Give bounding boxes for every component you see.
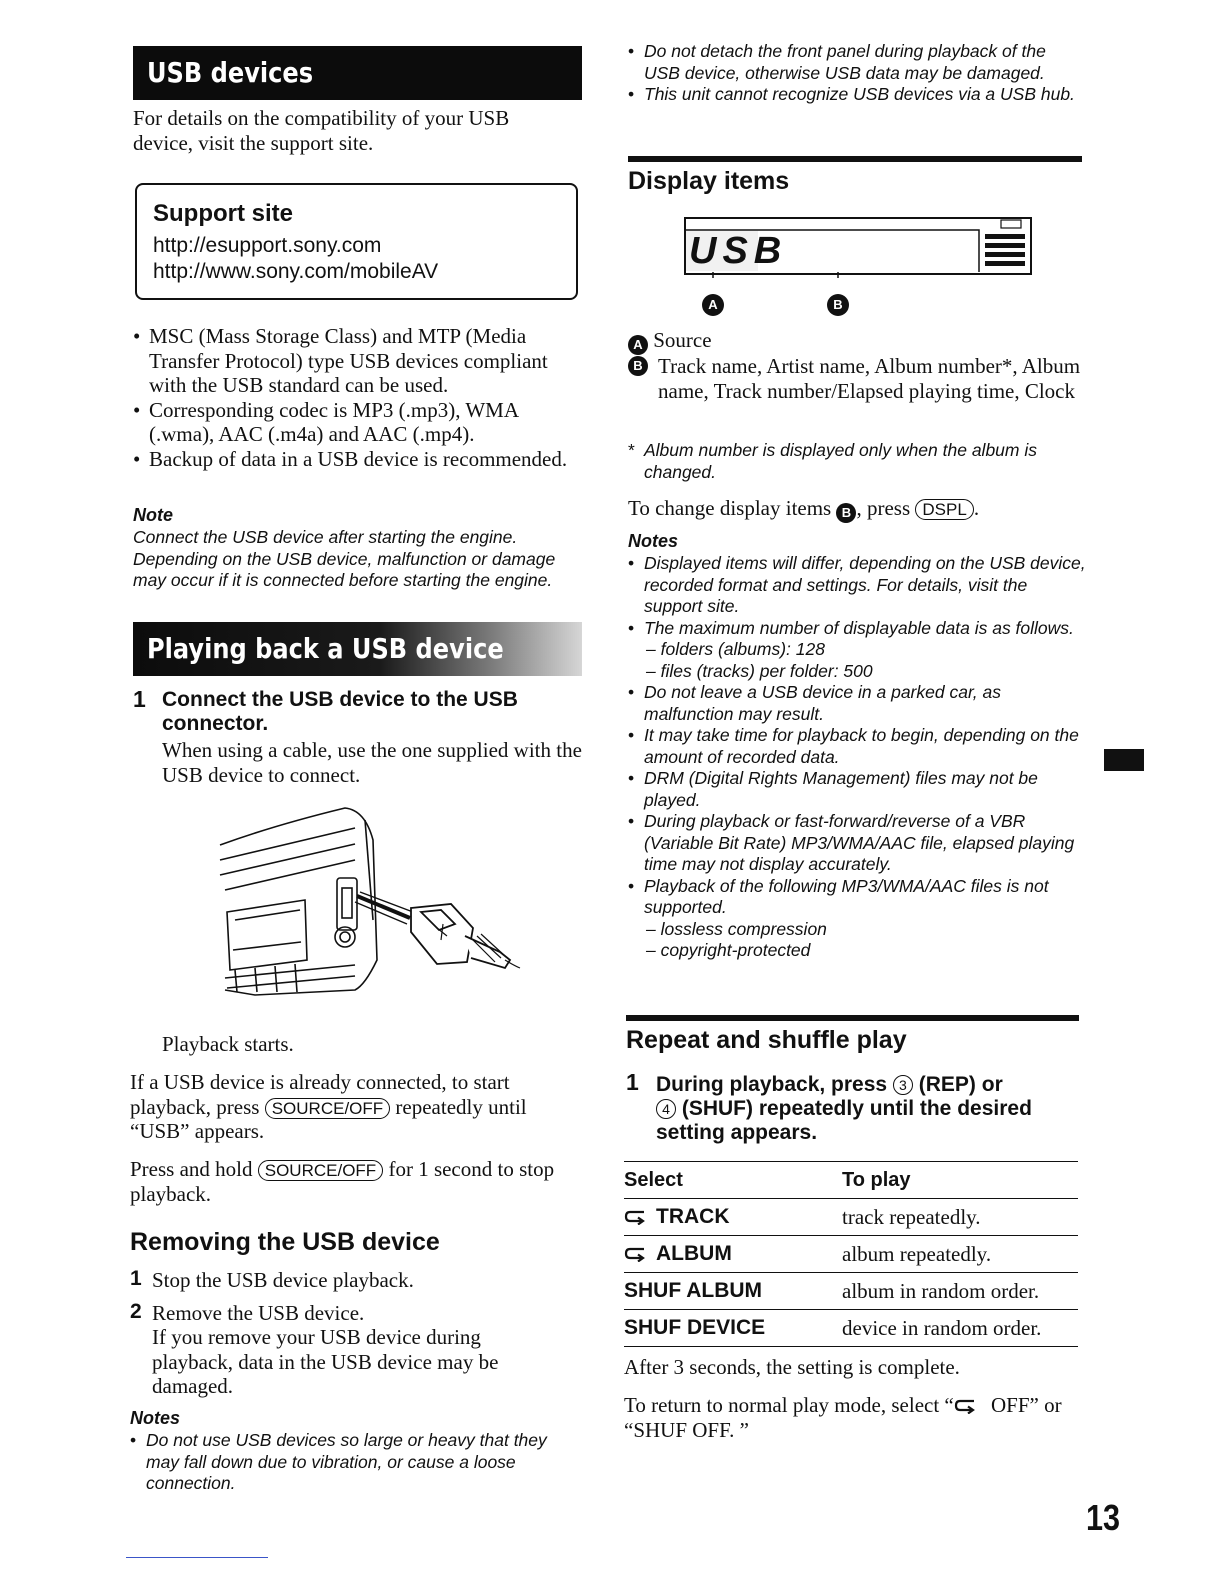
header-play: To play bbox=[842, 1162, 1078, 1199]
select-table bbox=[624, 1161, 1078, 1347]
note-text: Connect the USB device after starting the engine. Depending on the USB device, malfunction or damage may occur if it is connected before starting the engine. bbox=[133, 527, 556, 590]
sub-item: – files (tracks) per folder: 500 bbox=[646, 660, 873, 681]
section-rule bbox=[628, 156, 1082, 162]
list-item: • Displayed items will differ, depending on the USB device, recorded format and settings. For details, visit the support site. bbox=[628, 553, 1086, 618]
footnote-text: Album number is displayed only when the album is changed. bbox=[644, 440, 1037, 482]
step-text-part: (REP) or bbox=[912, 1073, 1003, 1096]
list-item: • DRM (Digital Rights Management) files may not be played. bbox=[628, 768, 1086, 811]
support-site-box bbox=[135, 183, 578, 300]
step-body: When using a cable, use the one supplied with the USB device to connect. bbox=[162, 738, 582, 787]
list-item: • Corresponding codec is MP3 (.mp3), WMA (.wma), AAC (.m4a) and AAC (.mp4). bbox=[133, 398, 583, 447]
play-value: track repeatedly. bbox=[842, 1199, 1078, 1236]
usb-bullets bbox=[133, 324, 583, 471]
step-text: Stop the USB device playback. bbox=[152, 1268, 414, 1292]
notes-label: Notes bbox=[130, 1408, 181, 1428]
play-value: device in random order. bbox=[842, 1310, 1078, 1347]
para-text: Press and hold bbox=[130, 1157, 258, 1181]
select-value: TRACK bbox=[656, 1205, 730, 1228]
play-value: album in random order. bbox=[842, 1273, 1078, 1310]
sub-item: – lossless compression bbox=[646, 918, 827, 939]
para-text: for 1 second to stop playback. bbox=[130, 1157, 555, 1206]
removing-heading: Removing the USB device bbox=[130, 1228, 440, 1256]
para-text: , press bbox=[856, 496, 916, 520]
list-item: • During playback or fast-forward/reverse of a VBR (Variable Bit Rate) MP3/WMA/AAC file, elapsed playing time may not display accurately. bbox=[628, 811, 1086, 876]
section-title-usb-devices: USB devices bbox=[133, 46, 582, 100]
sub-item: – copyright-protected bbox=[646, 940, 811, 960]
step-text-part: During playback, press bbox=[656, 1073, 893, 1096]
callout-b: B bbox=[827, 294, 849, 316]
step-body: If you remove your USB device during playback, data in the USB device may be damaged. bbox=[152, 1325, 499, 1398]
item-b-marker: B bbox=[628, 356, 648, 376]
item-a-marker: A bbox=[628, 335, 648, 355]
dspl-key: DSPL bbox=[915, 499, 973, 520]
repeat-icon bbox=[624, 1242, 656, 1265]
support-url-2[interactable]: http://www.sony.com/mobileAV bbox=[153, 260, 439, 283]
para-text: To change display items bbox=[628, 496, 837, 520]
playback-para-2 bbox=[130, 1157, 585, 1206]
footer-link-line bbox=[126, 1557, 268, 1558]
table-row bbox=[624, 1162, 1078, 1199]
display-notes bbox=[628, 553, 1086, 962]
para-text: . bbox=[973, 496, 980, 520]
section-rule bbox=[626, 1015, 1079, 1021]
page-thumb-tab bbox=[1104, 749, 1144, 771]
usb-intro-text: For details on the compatibility of your USB device, visit the support site. bbox=[133, 106, 510, 155]
removing-notes bbox=[130, 1430, 580, 1495]
callout-a: A bbox=[702, 294, 724, 316]
table-row bbox=[624, 1199, 1078, 1236]
para-text: OFF” or “SHUF OFF. ” bbox=[624, 1393, 1062, 1442]
display-diagram bbox=[683, 216, 1033, 316]
usb-connection-illustration bbox=[215, 800, 525, 1010]
display-item-b bbox=[628, 354, 1083, 403]
key-3: 3 bbox=[893, 1075, 913, 1095]
playback-para-1 bbox=[130, 1070, 585, 1144]
top-notes bbox=[628, 41, 1086, 106]
repeat-icon bbox=[954, 1393, 986, 1417]
table-row bbox=[624, 1310, 1078, 1347]
step-title bbox=[656, 1073, 1076, 1145]
table-row bbox=[624, 1236, 1078, 1273]
step-text: Remove the USB device. bbox=[152, 1301, 365, 1325]
step-number: 1 bbox=[130, 1267, 142, 1290]
page-number: 13 bbox=[1086, 1497, 1121, 1538]
source-off-key: SOURCE/OFF bbox=[258, 1160, 383, 1181]
table-row bbox=[624, 1273, 1078, 1310]
list-item: • This unit cannot recognize USB devices via a USB hub. bbox=[628, 84, 1086, 106]
para-text: To return to normal play mode, select “ bbox=[624, 1393, 954, 1417]
list-item: • It may take time for playback to begin, depending on the amount of recorded data. bbox=[628, 725, 1086, 768]
list-item: • MSC (Mass Storage Class) and MTP (Media Transfer Protocol) type USB devices compliant with the USB standard can be used. bbox=[133, 324, 583, 398]
item-b-marker: B bbox=[836, 503, 856, 523]
list-item: • The maximum number of displayable data is as follows. – folders (albums): 128 – files (tracks) per folder: 500 bbox=[628, 618, 1086, 683]
change-display-text bbox=[628, 496, 1083, 523]
after-seconds-text: After 3 seconds, the setting is complete. bbox=[624, 1355, 960, 1379]
list-item: • Do not detach the front panel during playback of the USB device, otherwise USB data may be damaged. bbox=[628, 41, 1086, 84]
header-select: Select bbox=[624, 1162, 842, 1199]
return-normal-text bbox=[624, 1393, 1079, 1442]
step-number: 2 bbox=[130, 1300, 142, 1323]
select-value: SHUF ALBUM bbox=[624, 1273, 842, 1310]
note-label: Note bbox=[133, 505, 173, 525]
list-item: • Playback of the following MP3/WMA/AAC files is not supported. – lossless compression – copyright-protected bbox=[628, 876, 1086, 962]
list-item: • Do not leave a USB device in a parked car, as malfunction may result. bbox=[628, 682, 1086, 725]
item-b-text: Track name, Artist name, Album number*, Album name, Track number/Elapsed playing time, Clock bbox=[658, 354, 1081, 403]
step-text-part: (SHUF) repeatedly until the desired setting appears. bbox=[656, 1097, 1032, 1144]
list-item: • Backup of data in a USB device is recommended. bbox=[133, 447, 583, 472]
select-value: ALBUM bbox=[656, 1242, 732, 1265]
para-text: If a USB device is already connected, to start playback, press bbox=[130, 1070, 510, 1119]
section-title-playing-back: Playing back a USB device bbox=[133, 622, 582, 676]
play-value: album repeatedly. bbox=[842, 1236, 1078, 1273]
footnote bbox=[628, 440, 1083, 483]
source-off-key: SOURCE/OFF bbox=[265, 1098, 390, 1119]
sub-item: – folders (albums): 128 bbox=[646, 639, 825, 659]
step-number: 1 bbox=[133, 686, 146, 712]
step-title: Connect the USB device to the USB connector. bbox=[162, 688, 518, 735]
step-number: 1 bbox=[626, 1069, 639, 1095]
repeat-icon bbox=[624, 1205, 656, 1228]
lcd-text: USB bbox=[689, 230, 788, 272]
para-text: repeatedly until “USB” appears. bbox=[130, 1094, 527, 1143]
support-site-title: Support site bbox=[153, 200, 294, 227]
item-a-text: Source bbox=[653, 328, 712, 352]
repeat-shuffle-heading: Repeat and shuffle play bbox=[626, 1026, 907, 1054]
support-url-1[interactable]: http://esupport.sony.com bbox=[153, 234, 382, 257]
display-item-a bbox=[628, 328, 1083, 355]
list-item: • Do not use USB devices so large or heavy that they may fall down due to vibration, or cause a loose connection. bbox=[130, 1430, 580, 1495]
notes-label: Notes bbox=[628, 531, 679, 551]
footnote-mark: * bbox=[628, 440, 635, 460]
select-value: SHUF DEVICE bbox=[624, 1310, 842, 1347]
display-items-heading: Display items bbox=[628, 167, 790, 195]
playback-starts-text: Playback starts. bbox=[162, 1032, 294, 1056]
key-4: 4 bbox=[656, 1099, 676, 1119]
